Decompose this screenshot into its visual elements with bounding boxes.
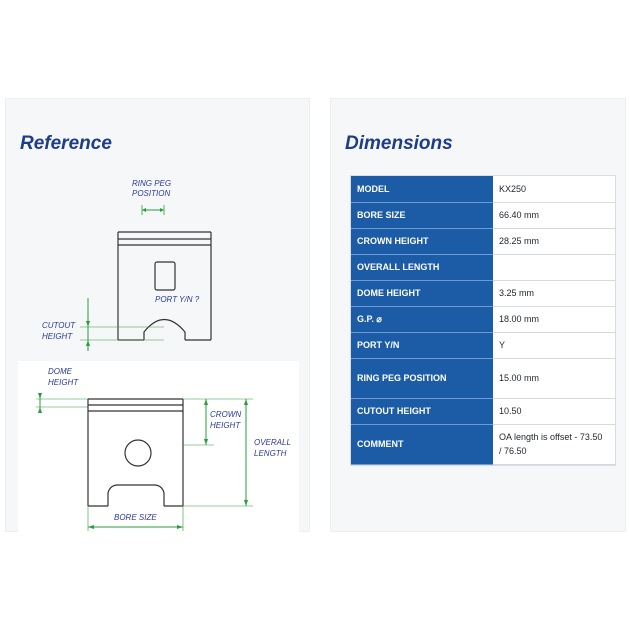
dome-label-line2: HEIGHT [48,378,79,387]
table-row [351,254,615,280]
row-label: OVERALL LENGTH [351,254,493,280]
dimensions-panel [330,98,626,532]
ring-peg-label-line2: POSITION [132,189,171,198]
cutout-label-line1: CUTOUT [42,321,76,330]
row-value [493,254,615,280]
row-label: RING PEG POSITION [351,358,493,398]
table-row [351,280,615,306]
row-label: G.P. ⌀ [351,306,493,332]
row-label: DOME HEIGHT [351,280,493,306]
table-row [351,228,615,254]
row-value: 3.25 mm [493,280,615,306]
crown-label-line1: CROWN [210,410,242,419]
cutout-label-line2: HEIGHT [42,332,73,341]
port-label: PORT Y/N ? [155,295,200,304]
row-value: 10.50 [493,398,615,424]
row-value: Y [493,332,615,358]
dimensions-table [351,176,615,465]
reference-title: Reference [20,133,112,154]
row-value: 18.00 mm [493,306,615,332]
reference-diagram-bottom-card [18,361,299,533]
row-label: COMMENT [351,424,493,464]
row-value: OA length is offset - 73.50 / 76.50 [493,424,615,464]
table-row [351,306,615,332]
piston-outline-top [118,232,211,340]
row-label: CROWN HEIGHT [351,228,493,254]
piston-outline-bottom [88,399,183,506]
ring-peg-arrow-right [160,208,164,212]
table-row [351,358,615,398]
row-value: KX250 [493,176,615,202]
dimensions-title: Dimensions [345,133,453,154]
row-label: MODEL [351,176,493,202]
row-label: CUTOUT HEIGHT [351,398,493,424]
row-value: 66.40 mm [493,202,615,228]
table-row [351,424,615,464]
reference-panel [5,98,310,532]
table-row [351,176,615,202]
table-row [351,202,615,228]
reference-diagram-top [6,99,311,359]
row-label: PORT Y/N [351,332,493,358]
row-value: 28.25 mm [493,228,615,254]
overall-label-line1: OVERALL [254,438,291,447]
reference-diagram-bottom [18,361,299,533]
overall-label-line2: LENGTH [254,449,287,458]
ring-peg-arrow-left [142,208,146,212]
table-row [351,332,615,358]
bore-label: BORE SIZE [114,513,157,522]
crown-label-line2: HEIGHT [210,421,241,430]
row-value: 15.00 mm [493,358,615,398]
dome-label-line1: DOME [48,367,72,376]
table-row [351,398,615,424]
row-label: BORE SIZE [351,202,493,228]
ring-peg-label-line1: RING PEG [132,179,172,188]
